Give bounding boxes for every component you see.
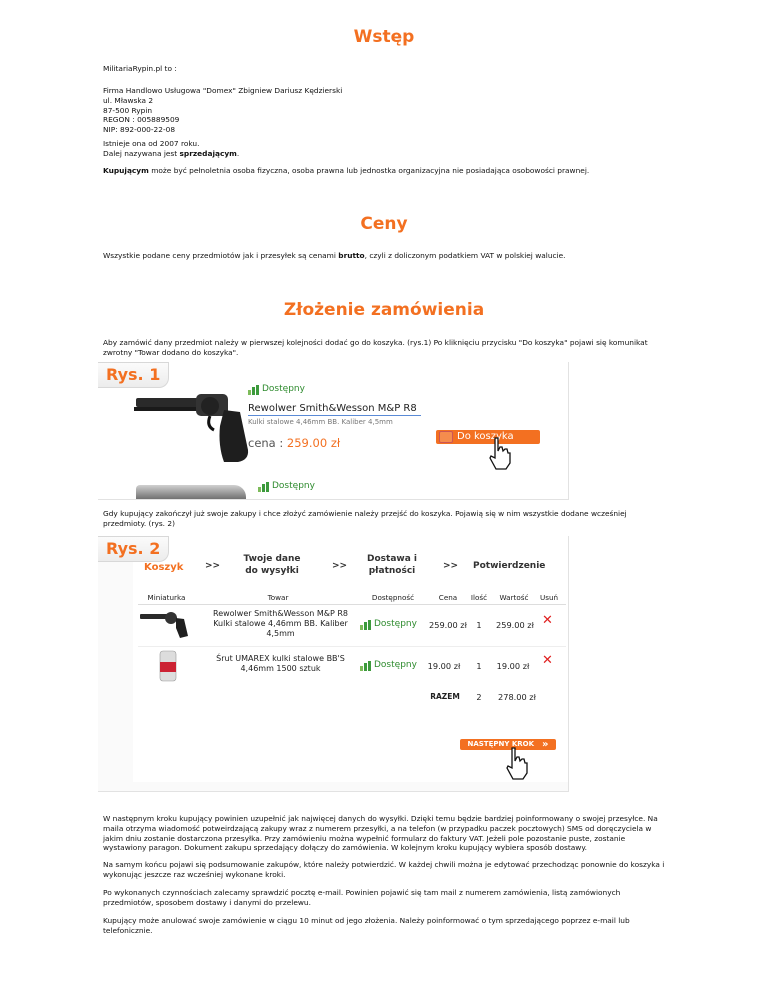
figure-1-tag: Rys. 1 (98, 362, 169, 388)
price-label: cena : (248, 436, 284, 450)
row-2-delete-icon[interactable]: ✕ (542, 653, 553, 668)
availability-badge (248, 384, 305, 396)
intro-paragraph: MilitariaRypin.pl to : (103, 64, 177, 73)
total-value: 278.00 zł (498, 692, 536, 702)
row-1-revolver-thumbnail (138, 608, 198, 640)
header-value: Wartość (499, 593, 529, 602)
step-shipping-data: Twoje dane do wysyłki (243, 554, 301, 576)
header-delete: Usuń (539, 593, 559, 602)
seller-definition: Dalej nazywana jest sprzedającym. (103, 148, 240, 158)
availability-bars-icon (258, 482, 269, 492)
availability-label: Dostępny (272, 481, 315, 491)
mouse-cursor-icon (503, 746, 529, 780)
step-separator: >> (205, 561, 221, 571)
row-1-price: 259.00 zł (429, 620, 467, 630)
row-2-value: 19.00 zł (496, 661, 530, 671)
order-paragraph-3: W następnym kroku kupujący powinien uzupełnić jak najwięcej danych do wysyłki. Dzięki temu będzie bardziej poinformowany o swojej przesyłce. Na maila otrzyma wiadomość potweirdzającą zakupy wraz z numerem przesyłki, a na telefon (w przypadku paczek pocztowych) SMS od doręczyciela w jakim dniu zostanie dostarczona przesyłka. Przy zamówieniu można wypełnić formularz do faktury VAT. Jeżeli pole pozostanie puste, zostanie wystawiony paragon. Dokument zakupu sprzedający dołączy do zamówienia. W kolejnym kroku kupujący wybiera sposób dostawy. (103, 814, 658, 853)
figure-2-tag: Rys. 2 (98, 536, 169, 562)
prices-paragraph: Wszystkie podane ceny przedmiotów jak i przesyłek są cenami brutto, czyli z doliczonym podatkiem VAT w polskiej walucie. (103, 251, 566, 260)
header-price: Cena (438, 593, 458, 602)
header-availability: Dostępność (371, 593, 415, 602)
address-line: NIP: 892-000-22-08 (103, 125, 176, 135)
company-address (103, 86, 663, 135)
header-thumbnail: Miniaturka (147, 593, 186, 602)
double-chevron-icon: » (542, 738, 549, 750)
availability-bars-icon (248, 385, 259, 395)
row-divider (138, 646, 566, 647)
section-title-intro: Wstęp (353, 27, 415, 47)
step-confirmation: Potwierdzenie (473, 561, 546, 571)
since-paragraph (103, 139, 663, 159)
order-paragraph-1: Aby zamówić dany przedmiot należy w pierwszej kolejności dodać go do koszyka. (rys.1) Po kliknięciu przycisku "Do koszyka" pojawi się komunikat zwrotny "Towar dodano do koszyka". (103, 338, 648, 357)
availability-badge-2 (258, 481, 315, 493)
step-cart[interactable]: Koszyk (144, 562, 184, 573)
figure-1-product-card (98, 362, 569, 500)
order-paragraph-5: Po wykonanych czynnościach zalecamy sprawdzić pocztę e-mail. Powinien pojawić się tam mail z numerem zamówienia, listą zamówionych przedmiotów, sposobem dostawy i danymi do przelewu. (103, 888, 621, 907)
total-label: RAZEM (430, 692, 460, 701)
buyer-definition: Kupującym może być pełnoletnia osoba fizyczna, osoba prawna lub jednostka organizacyjna nie posiadająca osobowości prawnej. (103, 166, 590, 175)
since-line: Istnieje ona od 2007 roku. (103, 139, 200, 148)
price-row (248, 436, 340, 451)
availability-bars-icon (360, 620, 371, 630)
mouse-cursor-icon (486, 436, 512, 470)
header-product: Towar (267, 593, 289, 602)
step-separator: >> (332, 561, 348, 571)
section-title-order: Złożenie zamówienia (283, 300, 485, 320)
section-title-prices: Ceny (360, 214, 408, 234)
row-2-pellet-can-thumbnail (156, 649, 180, 683)
total-quantity: 2 (476, 692, 482, 702)
row-2-quantity: 1 (476, 661, 482, 671)
header-quantity: Ilość (470, 593, 488, 602)
address-line: ul. Mławska 2 (103, 95, 154, 105)
availability-bars-icon (360, 661, 371, 671)
availability-label: Dostępny (374, 660, 417, 670)
figure-2-cart-table (98, 536, 569, 792)
add-to-cart-label: Do koszyka (457, 431, 514, 443)
product-name-link[interactable]: Rewolwer Smith&Wesson M&P R8 (248, 402, 421, 416)
row-1-product-name[interactable]: Rewolwer Smith&Wesson M&P R8 Kulki stalowe 4,46mm BB. Kaliber 4,5mm (213, 609, 348, 638)
order-paragraph-6: Kupujący może anulować swoje zamówienie w ciągu 10 minut od jego złożenia. Należy poinformować o tym sprzedającego poprzez e-mail lub telefonicznie. (103, 916, 630, 935)
revolver-image (128, 390, 258, 470)
row-1-availability (360, 619, 417, 631)
order-paragraph-4: Na samym końcu pojawi się podsumowanie zakupów, które należy potwierdzić. W każdej chwili można je edytować przechodząc ponownie do koszyka i wykonując jeszcze raz wcześniej wykonane kroki. (103, 860, 665, 879)
row-2-availability (360, 660, 417, 672)
step-separator: >> (443, 561, 459, 571)
availability-label: Dostępny (374, 619, 417, 629)
cart-icon (439, 431, 453, 443)
order-paragraph-2: Gdy kupujący zakończył już swoje zakupy i chce złożyć zamówienie należy przejść do koszyka. Pojawią się w nim wszystkie dodane wcześniej przedmioty. (rys. 2) (103, 509, 627, 528)
product-2-image (136, 485, 246, 500)
next-step-label: NASTĘPNY KROK (467, 739, 535, 748)
row-2-product-name[interactable]: Śrut UMAREX kulki stalowe BB'S 4,46mm 1500 sztuk (216, 654, 345, 673)
address-line: 87-500 Rypin (103, 105, 153, 115)
product-subtitle: Kulki stalowe 4,46mm BB. Kaliber 4,5mm (248, 418, 393, 426)
row-2-price: 19.00 zł (427, 661, 461, 671)
row-1-quantity: 1 (476, 620, 482, 630)
address-line: REGON : 005889509 (103, 115, 180, 125)
address-line: Firma Handlowo Usługowa "Domex" Zbigniew Dariusz Kędzierski (103, 86, 343, 95)
row-1-delete-icon[interactable]: ✕ (542, 613, 553, 628)
row-1-value: 259.00 zł (496, 620, 534, 630)
availability-label: Dostępny (262, 384, 305, 394)
price-value: 259.00 zł (286, 436, 341, 450)
header-divider (138, 604, 566, 605)
step-delivery-payment: Dostawa i płatności (367, 554, 417, 576)
